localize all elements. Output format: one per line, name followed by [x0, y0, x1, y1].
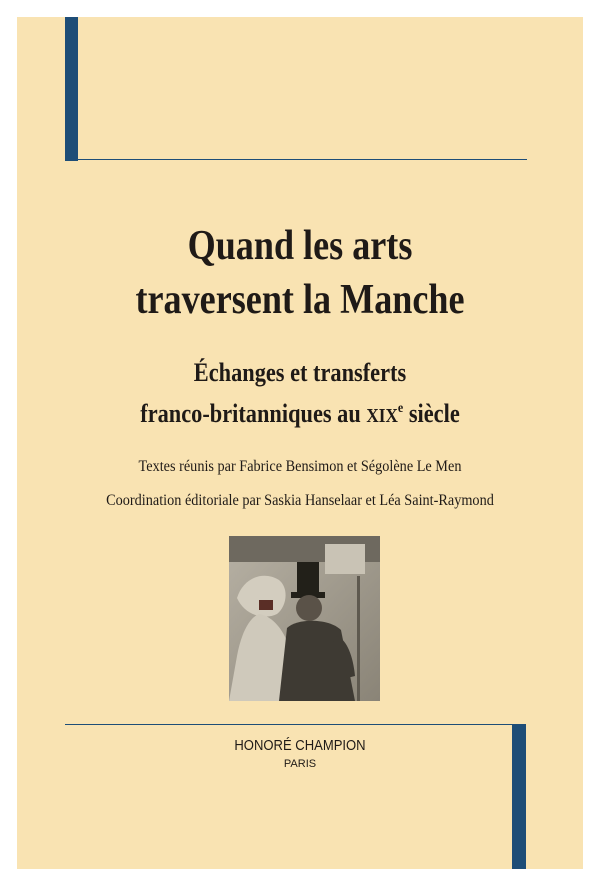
cover-artwork: [229, 536, 380, 701]
top-divider-line: [65, 159, 527, 160]
publisher-name: HONORÉ CHAMPION: [234, 738, 366, 754]
title-line-2: traversent la Manche: [135, 277, 465, 323]
bottom-divider-line: [65, 724, 526, 725]
publisher-city: PARIS: [283, 758, 317, 770]
subtitle-century-superscript: e: [397, 401, 404, 416]
subtitle-line-1: Échanges et transferts: [193, 358, 407, 387]
book-cover: [17, 17, 583, 869]
title-line-1: Quand les arts: [187, 223, 413, 269]
top-accent-bar: [65, 17, 78, 161]
coordination-credit: Coordination éditoriale par Saskia Hanselaar et Léa Saint-Raymond: [106, 492, 494, 509]
subtitle-line-2-start: franco-britanniques au: [140, 399, 367, 428]
subtitle-century: XIX: [366, 405, 398, 427]
book-subtitle: [57, 355, 544, 434]
subtitle-line-2: [57, 391, 544, 434]
book-title: [57, 219, 544, 327]
editors-credit: Textes réunis par Fabrice Bensimon et Ségolène Le Men: [138, 458, 462, 475]
subtitle-line-2-end: siècle: [403, 399, 460, 428]
cover-illustration: [229, 536, 380, 701]
